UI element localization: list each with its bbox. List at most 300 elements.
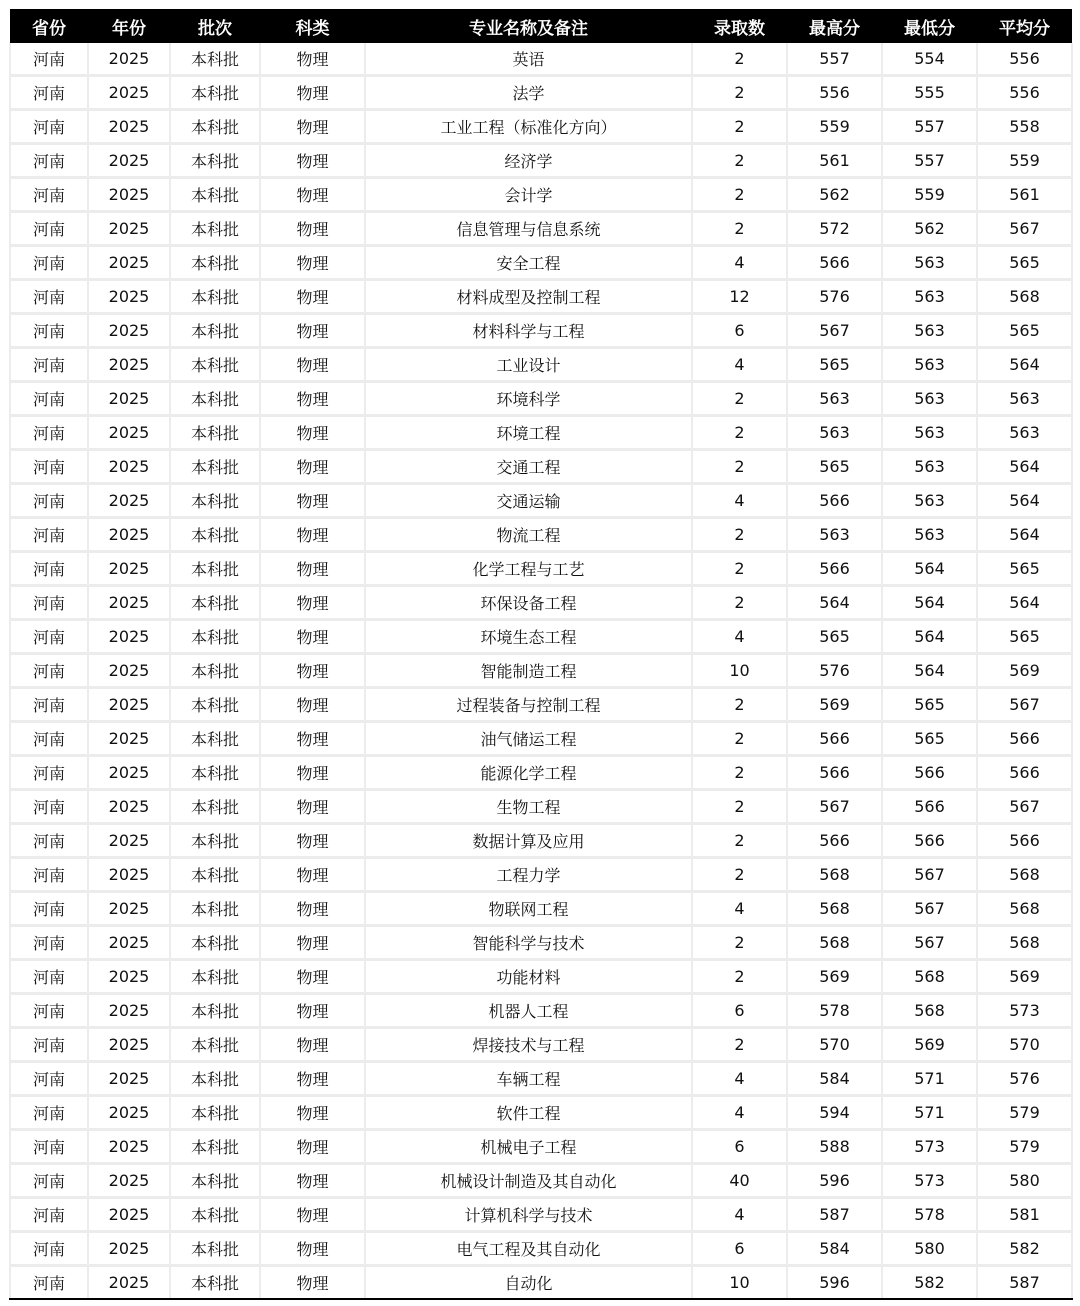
province-cell: 河南 bbox=[10, 824, 88, 858]
min-score-cell: 563 bbox=[882, 518, 977, 552]
batch-cell: 本科批 bbox=[170, 110, 260, 144]
province-cell: 河南 bbox=[10, 110, 88, 144]
major-name-cell: 电气工程及其自动化 bbox=[365, 1232, 692, 1266]
year-cell: 2025 bbox=[88, 620, 170, 654]
batch-cell: 本科批 bbox=[170, 348, 260, 382]
table-row bbox=[10, 212, 1072, 246]
batch-cell: 本科批 bbox=[170, 722, 260, 756]
batch-cell: 本科批 bbox=[170, 484, 260, 518]
table-row bbox=[10, 144, 1072, 178]
avg-score-cell: 564 bbox=[977, 586, 1072, 620]
avg-score-cell: 556 bbox=[977, 76, 1072, 110]
table-row bbox=[10, 416, 1072, 450]
batch-cell: 本科批 bbox=[170, 960, 260, 994]
admitted-count-cell: 2 bbox=[692, 926, 787, 960]
table-row bbox=[10, 586, 1072, 620]
year-cell: 2025 bbox=[88, 1062, 170, 1096]
avg-score-cell: 556 bbox=[977, 43, 1072, 76]
batch-cell: 本科批 bbox=[170, 654, 260, 688]
major-name-cell: 材料科学与工程 bbox=[365, 314, 692, 348]
subject-category-cell: 物理 bbox=[260, 824, 365, 858]
max-score-cell: 566 bbox=[787, 722, 882, 756]
major-name-cell: 工业设计 bbox=[365, 348, 692, 382]
table-header-row bbox=[10, 9, 1072, 43]
max-score-cell: 563 bbox=[787, 382, 882, 416]
max-score-cell: 566 bbox=[787, 824, 882, 858]
major-name-cell: 工业工程（标准化方向） bbox=[365, 110, 692, 144]
major-name-cell: 会计学 bbox=[365, 178, 692, 212]
batch-cell: 本科批 bbox=[170, 212, 260, 246]
major-name-cell: 安全工程 bbox=[365, 246, 692, 280]
batch-cell: 本科批 bbox=[170, 178, 260, 212]
min-score-cell: 568 bbox=[882, 994, 977, 1028]
max-score-cell: 567 bbox=[787, 790, 882, 824]
year-cell: 2025 bbox=[88, 654, 170, 688]
admitted-count-cell: 10 bbox=[692, 1266, 787, 1300]
table-row bbox=[10, 1164, 1072, 1198]
avg-score-cell: 565 bbox=[977, 552, 1072, 586]
max-score-cell: 578 bbox=[787, 994, 882, 1028]
min-score-cell: 565 bbox=[882, 722, 977, 756]
batch-cell: 本科批 bbox=[170, 1266, 260, 1300]
batch-cell: 本科批 bbox=[170, 1232, 260, 1266]
table-row bbox=[10, 824, 1072, 858]
admitted-count-cell: 2 bbox=[692, 212, 787, 246]
admitted-count-cell: 40 bbox=[692, 1164, 787, 1198]
min-score-cell: 563 bbox=[882, 416, 977, 450]
major-name-cell: 智能制造工程 bbox=[365, 654, 692, 688]
avg-score-cell: 566 bbox=[977, 824, 1072, 858]
table-row bbox=[10, 1266, 1072, 1300]
province-cell: 河南 bbox=[10, 1028, 88, 1062]
subject-category-cell: 物理 bbox=[260, 688, 365, 722]
table-row bbox=[10, 348, 1072, 382]
province-cell: 河南 bbox=[10, 450, 88, 484]
avg-score-cell: 582 bbox=[977, 1232, 1072, 1266]
min-score-cell: 563 bbox=[882, 280, 977, 314]
batch-cell: 本科批 bbox=[170, 518, 260, 552]
major-name-cell: 工程力学 bbox=[365, 858, 692, 892]
admitted-count-cell: 2 bbox=[692, 552, 787, 586]
header-max-score: 最高分 bbox=[787, 9, 882, 43]
table-row bbox=[10, 518, 1072, 552]
province-cell: 河南 bbox=[10, 43, 88, 76]
max-score-cell: 566 bbox=[787, 552, 882, 586]
min-score-cell: 567 bbox=[882, 926, 977, 960]
min-score-cell: 564 bbox=[882, 586, 977, 620]
table-row bbox=[10, 76, 1072, 110]
subject-category-cell: 物理 bbox=[260, 212, 365, 246]
year-cell: 2025 bbox=[88, 144, 170, 178]
subject-category-cell: 物理 bbox=[260, 1198, 365, 1232]
min-score-cell: 571 bbox=[882, 1096, 977, 1130]
max-score-cell: 565 bbox=[787, 348, 882, 382]
min-score-cell: 567 bbox=[882, 892, 977, 926]
subject-category-cell: 物理 bbox=[260, 484, 365, 518]
subject-category-cell: 物理 bbox=[260, 382, 365, 416]
avg-score-cell: 579 bbox=[977, 1130, 1072, 1164]
min-score-cell: 568 bbox=[882, 960, 977, 994]
max-score-cell: 584 bbox=[787, 1062, 882, 1096]
major-name-cell: 环保设备工程 bbox=[365, 586, 692, 620]
avg-score-cell: 564 bbox=[977, 348, 1072, 382]
avg-score-cell: 566 bbox=[977, 756, 1072, 790]
province-cell: 河南 bbox=[10, 1130, 88, 1164]
max-score-cell: 566 bbox=[787, 756, 882, 790]
max-score-cell: 576 bbox=[787, 654, 882, 688]
year-cell: 2025 bbox=[88, 314, 170, 348]
year-cell: 2025 bbox=[88, 960, 170, 994]
avg-score-cell: 565 bbox=[977, 246, 1072, 280]
admitted-count-cell: 4 bbox=[692, 1062, 787, 1096]
province-cell: 河南 bbox=[10, 858, 88, 892]
max-score-cell: 596 bbox=[787, 1164, 882, 1198]
table-row bbox=[10, 892, 1072, 926]
min-score-cell: 563 bbox=[882, 484, 977, 518]
table-row bbox=[10, 484, 1072, 518]
avg-score-cell: 567 bbox=[977, 688, 1072, 722]
batch-cell: 本科批 bbox=[170, 688, 260, 722]
table-row bbox=[10, 1232, 1072, 1266]
min-score-cell: 566 bbox=[882, 790, 977, 824]
admitted-count-cell: 4 bbox=[692, 246, 787, 280]
batch-cell: 本科批 bbox=[170, 552, 260, 586]
min-score-cell: 564 bbox=[882, 552, 977, 586]
max-score-cell: 572 bbox=[787, 212, 882, 246]
province-cell: 河南 bbox=[10, 926, 88, 960]
major-name-cell: 生物工程 bbox=[365, 790, 692, 824]
admitted-count-cell: 4 bbox=[692, 1096, 787, 1130]
admission-scores-table bbox=[9, 9, 1073, 1300]
year-cell: 2025 bbox=[88, 348, 170, 382]
min-score-cell: 563 bbox=[882, 348, 977, 382]
admitted-count-cell: 2 bbox=[692, 756, 787, 790]
avg-score-cell: 558 bbox=[977, 110, 1072, 144]
table-row bbox=[10, 620, 1072, 654]
avg-score-cell: 568 bbox=[977, 892, 1072, 926]
year-cell: 2025 bbox=[88, 994, 170, 1028]
batch-cell: 本科批 bbox=[170, 314, 260, 348]
max-score-cell: 566 bbox=[787, 484, 882, 518]
year-cell: 2025 bbox=[88, 484, 170, 518]
major-name-cell: 信息管理与信息系统 bbox=[365, 212, 692, 246]
province-cell: 河南 bbox=[10, 518, 88, 552]
header-admitted-count: 录取数 bbox=[692, 9, 787, 43]
max-score-cell: 570 bbox=[787, 1028, 882, 1062]
major-name-cell: 物流工程 bbox=[365, 518, 692, 552]
subject-category-cell: 物理 bbox=[260, 280, 365, 314]
major-name-cell: 交通运输 bbox=[365, 484, 692, 518]
avg-score-cell: 568 bbox=[977, 280, 1072, 314]
max-score-cell: 568 bbox=[787, 926, 882, 960]
major-name-cell: 车辆工程 bbox=[365, 1062, 692, 1096]
min-score-cell: 582 bbox=[882, 1266, 977, 1300]
province-cell: 河南 bbox=[10, 76, 88, 110]
subject-category-cell: 物理 bbox=[260, 994, 365, 1028]
avg-score-cell: 581 bbox=[977, 1198, 1072, 1232]
subject-category-cell: 物理 bbox=[260, 552, 365, 586]
subject-category-cell: 物理 bbox=[260, 790, 365, 824]
subject-category-cell: 物理 bbox=[260, 110, 365, 144]
batch-cell: 本科批 bbox=[170, 756, 260, 790]
table-row bbox=[10, 178, 1072, 212]
province-cell: 河南 bbox=[10, 416, 88, 450]
batch-cell: 本科批 bbox=[170, 1062, 260, 1096]
min-score-cell: 564 bbox=[882, 654, 977, 688]
major-name-cell: 环境生态工程 bbox=[365, 620, 692, 654]
subject-category-cell: 物理 bbox=[260, 1164, 365, 1198]
table-row bbox=[10, 450, 1072, 484]
admitted-count-cell: 2 bbox=[692, 824, 787, 858]
table-row bbox=[10, 1130, 1072, 1164]
subject-category-cell: 物理 bbox=[260, 1096, 365, 1130]
min-score-cell: 566 bbox=[882, 824, 977, 858]
subject-category-cell: 物理 bbox=[260, 1232, 365, 1266]
subject-category-cell: 物理 bbox=[260, 1062, 365, 1096]
batch-cell: 本科批 bbox=[170, 280, 260, 314]
province-cell: 河南 bbox=[10, 688, 88, 722]
admitted-count-cell: 4 bbox=[692, 1198, 787, 1232]
batch-cell: 本科批 bbox=[170, 144, 260, 178]
admitted-count-cell: 6 bbox=[692, 1130, 787, 1164]
province-cell: 河南 bbox=[10, 1266, 88, 1300]
province-cell: 河南 bbox=[10, 212, 88, 246]
year-cell: 2025 bbox=[88, 1096, 170, 1130]
admitted-count-cell: 2 bbox=[692, 178, 787, 212]
avg-score-cell: 568 bbox=[977, 926, 1072, 960]
batch-cell: 本科批 bbox=[170, 1096, 260, 1130]
year-cell: 2025 bbox=[88, 110, 170, 144]
province-cell: 河南 bbox=[10, 1164, 88, 1198]
avg-score-cell: 573 bbox=[977, 994, 1072, 1028]
avg-score-cell: 559 bbox=[977, 144, 1072, 178]
subject-category-cell: 物理 bbox=[260, 144, 365, 178]
header-year: 年份 bbox=[88, 9, 170, 43]
major-name-cell: 计算机科学与技术 bbox=[365, 1198, 692, 1232]
year-cell: 2025 bbox=[88, 722, 170, 756]
max-score-cell: 568 bbox=[787, 892, 882, 926]
admitted-count-cell: 2 bbox=[692, 450, 787, 484]
batch-cell: 本科批 bbox=[170, 76, 260, 110]
subject-category-cell: 物理 bbox=[260, 314, 365, 348]
year-cell: 2025 bbox=[88, 1232, 170, 1266]
major-name-cell: 机械设计制造及其自动化 bbox=[365, 1164, 692, 1198]
batch-cell: 本科批 bbox=[170, 43, 260, 76]
admitted-count-cell: 2 bbox=[692, 688, 787, 722]
max-score-cell: 565 bbox=[787, 620, 882, 654]
table-row bbox=[10, 1062, 1072, 1096]
year-cell: 2025 bbox=[88, 1130, 170, 1164]
min-score-cell: 554 bbox=[882, 43, 977, 76]
max-score-cell: 566 bbox=[787, 246, 882, 280]
year-cell: 2025 bbox=[88, 382, 170, 416]
year-cell: 2025 bbox=[88, 280, 170, 314]
year-cell: 2025 bbox=[88, 518, 170, 552]
batch-cell: 本科批 bbox=[170, 790, 260, 824]
admitted-count-cell: 4 bbox=[692, 348, 787, 382]
province-cell: 河南 bbox=[10, 1062, 88, 1096]
table-row bbox=[10, 314, 1072, 348]
avg-score-cell: 563 bbox=[977, 416, 1072, 450]
avg-score-cell: 567 bbox=[977, 212, 1072, 246]
year-cell: 2025 bbox=[88, 76, 170, 110]
avg-score-cell: 570 bbox=[977, 1028, 1072, 1062]
avg-score-cell: 569 bbox=[977, 654, 1072, 688]
subject-category-cell: 物理 bbox=[260, 43, 365, 76]
major-name-cell: 环境科学 bbox=[365, 382, 692, 416]
province-cell: 河南 bbox=[10, 314, 88, 348]
admitted-count-cell: 2 bbox=[692, 43, 787, 76]
year-cell: 2025 bbox=[88, 790, 170, 824]
subject-category-cell: 物理 bbox=[260, 1266, 365, 1300]
major-name-cell: 物联网工程 bbox=[365, 892, 692, 926]
year-cell: 2025 bbox=[88, 1198, 170, 1232]
avg-score-cell: 564 bbox=[977, 484, 1072, 518]
max-score-cell: 587 bbox=[787, 1198, 882, 1232]
major-name-cell: 功能材料 bbox=[365, 960, 692, 994]
year-cell: 2025 bbox=[88, 43, 170, 76]
admitted-count-cell: 4 bbox=[692, 484, 787, 518]
year-cell: 2025 bbox=[88, 1028, 170, 1062]
major-name-cell: 自动化 bbox=[365, 1266, 692, 1300]
year-cell: 2025 bbox=[88, 1164, 170, 1198]
year-cell: 2025 bbox=[88, 756, 170, 790]
admitted-count-cell: 6 bbox=[692, 994, 787, 1028]
min-score-cell: 565 bbox=[882, 688, 977, 722]
min-score-cell: 555 bbox=[882, 76, 977, 110]
admitted-count-cell: 2 bbox=[692, 76, 787, 110]
province-cell: 河南 bbox=[10, 280, 88, 314]
table-row bbox=[10, 1028, 1072, 1062]
batch-cell: 本科批 bbox=[170, 892, 260, 926]
max-score-cell: 568 bbox=[787, 858, 882, 892]
avg-score-cell: 565 bbox=[977, 620, 1072, 654]
max-score-cell: 594 bbox=[787, 1096, 882, 1130]
header-province: 省份 bbox=[10, 9, 88, 43]
province-cell: 河南 bbox=[10, 790, 88, 824]
min-score-cell: 578 bbox=[882, 1198, 977, 1232]
admitted-count-cell: 12 bbox=[692, 280, 787, 314]
table-row bbox=[10, 654, 1072, 688]
avg-score-cell: 566 bbox=[977, 722, 1072, 756]
avg-score-cell: 564 bbox=[977, 518, 1072, 552]
max-score-cell: 569 bbox=[787, 688, 882, 722]
table-row bbox=[10, 688, 1072, 722]
subject-category-cell: 物理 bbox=[260, 450, 365, 484]
subject-category-cell: 物理 bbox=[260, 518, 365, 552]
admitted-count-cell: 6 bbox=[692, 1232, 787, 1266]
table-row bbox=[10, 926, 1072, 960]
province-cell: 河南 bbox=[10, 552, 88, 586]
admitted-count-cell: 2 bbox=[692, 586, 787, 620]
major-name-cell: 交通工程 bbox=[365, 450, 692, 484]
admitted-count-cell: 2 bbox=[692, 416, 787, 450]
admitted-count-cell: 4 bbox=[692, 892, 787, 926]
batch-cell: 本科批 bbox=[170, 994, 260, 1028]
major-name-cell: 环境工程 bbox=[365, 416, 692, 450]
avg-score-cell: 580 bbox=[977, 1164, 1072, 1198]
admitted-count-cell: 10 bbox=[692, 654, 787, 688]
province-cell: 河南 bbox=[10, 960, 88, 994]
min-score-cell: 569 bbox=[882, 1028, 977, 1062]
table-row bbox=[10, 280, 1072, 314]
max-score-cell: 563 bbox=[787, 518, 882, 552]
subject-category-cell: 物理 bbox=[260, 722, 365, 756]
subject-category-cell: 物理 bbox=[260, 960, 365, 994]
subject-category-cell: 物理 bbox=[260, 926, 365, 960]
max-score-cell: 562 bbox=[787, 178, 882, 212]
max-score-cell: 584 bbox=[787, 1232, 882, 1266]
batch-cell: 本科批 bbox=[170, 1028, 260, 1062]
max-score-cell: 576 bbox=[787, 280, 882, 314]
major-name-cell: 过程装备与控制工程 bbox=[365, 688, 692, 722]
province-cell: 河南 bbox=[10, 1232, 88, 1266]
subject-category-cell: 物理 bbox=[260, 756, 365, 790]
major-name-cell: 数据计算及应用 bbox=[365, 824, 692, 858]
avg-score-cell: 576 bbox=[977, 1062, 1072, 1096]
major-name-cell: 化学工程与工艺 bbox=[365, 552, 692, 586]
max-score-cell: 563 bbox=[787, 416, 882, 450]
province-cell: 河南 bbox=[10, 382, 88, 416]
subject-category-cell: 物理 bbox=[260, 620, 365, 654]
avg-score-cell: 568 bbox=[977, 858, 1072, 892]
year-cell: 2025 bbox=[88, 212, 170, 246]
min-score-cell: 573 bbox=[882, 1164, 977, 1198]
max-score-cell: 596 bbox=[787, 1266, 882, 1300]
year-cell: 2025 bbox=[88, 552, 170, 586]
max-score-cell: 556 bbox=[787, 76, 882, 110]
admitted-count-cell: 2 bbox=[692, 382, 787, 416]
avg-score-cell: 561 bbox=[977, 178, 1072, 212]
admitted-count-cell: 2 bbox=[692, 858, 787, 892]
min-score-cell: 564 bbox=[882, 620, 977, 654]
subject-category-cell: 物理 bbox=[260, 246, 365, 280]
max-score-cell: 561 bbox=[787, 144, 882, 178]
province-cell: 河南 bbox=[10, 722, 88, 756]
min-score-cell: 566 bbox=[882, 756, 977, 790]
min-score-cell: 573 bbox=[882, 1130, 977, 1164]
year-cell: 2025 bbox=[88, 246, 170, 280]
year-cell: 2025 bbox=[88, 892, 170, 926]
major-name-cell: 法学 bbox=[365, 76, 692, 110]
year-cell: 2025 bbox=[88, 450, 170, 484]
year-cell: 2025 bbox=[88, 416, 170, 450]
major-name-cell: 焊接技术与工程 bbox=[365, 1028, 692, 1062]
min-score-cell: 580 bbox=[882, 1232, 977, 1266]
subject-category-cell: 物理 bbox=[260, 348, 365, 382]
batch-cell: 本科批 bbox=[170, 416, 260, 450]
max-score-cell: 567 bbox=[787, 314, 882, 348]
table-row bbox=[10, 1198, 1072, 1232]
table-row bbox=[10, 994, 1072, 1028]
max-score-cell: 557 bbox=[787, 43, 882, 76]
batch-cell: 本科批 bbox=[170, 1164, 260, 1198]
header-avg-score: 平均分 bbox=[977, 9, 1072, 43]
table-row bbox=[10, 246, 1072, 280]
admitted-count-cell: 2 bbox=[692, 790, 787, 824]
province-cell: 河南 bbox=[10, 348, 88, 382]
table-row bbox=[10, 722, 1072, 756]
max-score-cell: 564 bbox=[787, 586, 882, 620]
max-score-cell: 588 bbox=[787, 1130, 882, 1164]
subject-category-cell: 物理 bbox=[260, 892, 365, 926]
admitted-count-cell: 2 bbox=[692, 722, 787, 756]
header-major-name: 专业名称及备注 bbox=[365, 9, 692, 43]
table-row bbox=[10, 110, 1072, 144]
admitted-count-cell: 2 bbox=[692, 518, 787, 552]
batch-cell: 本科批 bbox=[170, 1130, 260, 1164]
min-score-cell: 563 bbox=[882, 450, 977, 484]
